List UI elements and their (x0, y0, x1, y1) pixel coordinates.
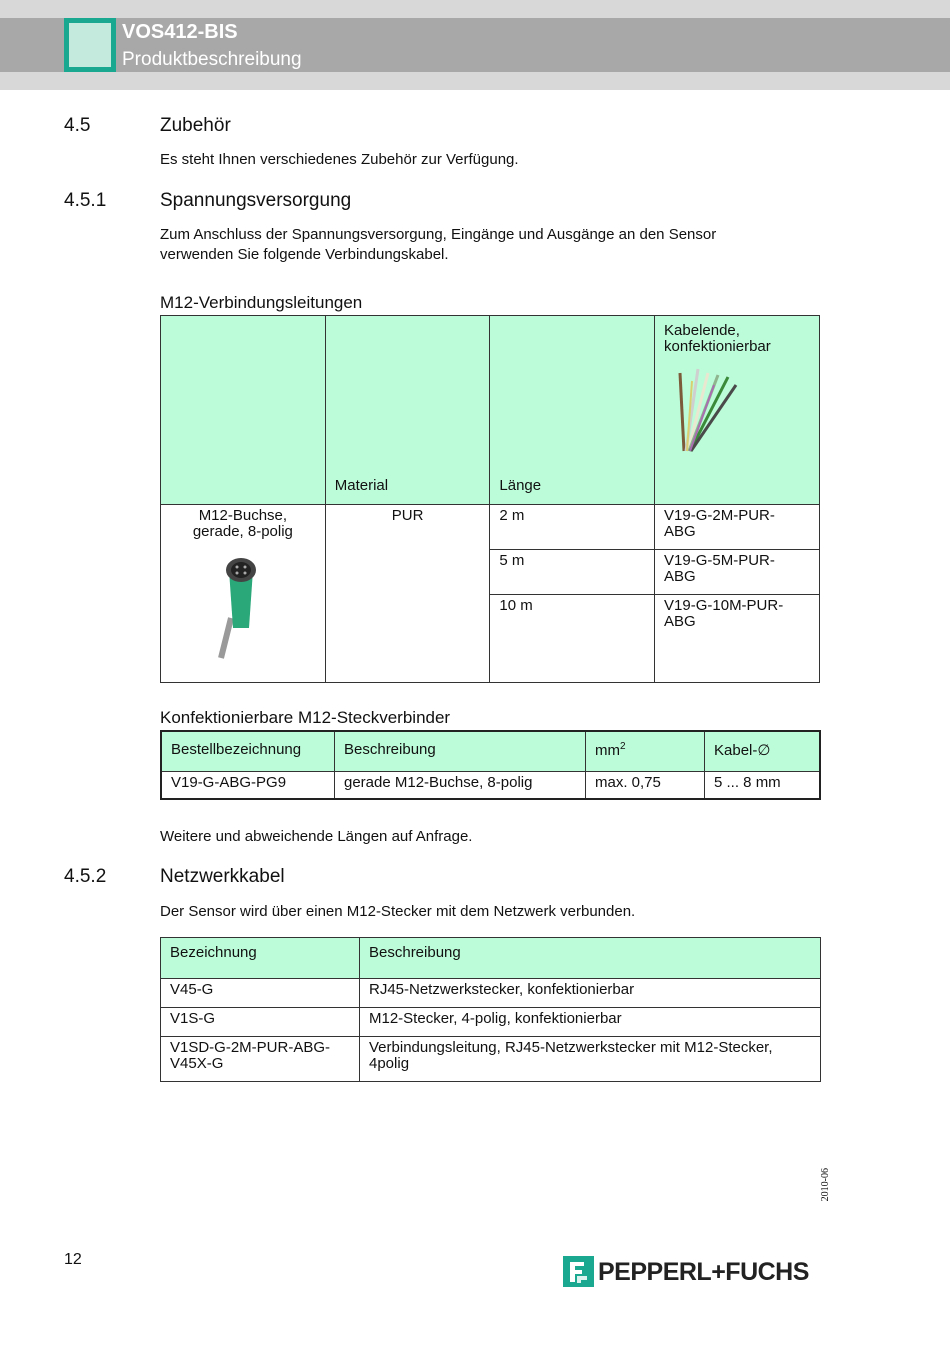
part-number-line: ABG (664, 613, 696, 630)
table-caption-m12: M12-Verbindungsleitungen (160, 293, 363, 312)
part-number-line: V19-G-5M-PUR- (664, 552, 775, 569)
length-cell: 10 m (490, 595, 655, 683)
connector-cell (161, 505, 326, 683)
header-cell: Beschreibung (335, 731, 586, 772)
connector-label-line: gerade, 8-polig (192, 523, 293, 540)
desc-cell (360, 979, 821, 1008)
page-number: 12 (64, 1251, 82, 1268)
table-header-row (161, 316, 820, 505)
desc-cell (360, 1008, 821, 1037)
table-header-row (161, 938, 821, 979)
table-header-row (161, 731, 820, 772)
logo-text: PEPPERL+FUCHS (598, 1258, 809, 1286)
document-title: VOS412-BIS (122, 21, 238, 43)
part-number-cell (655, 550, 820, 595)
header-cell: Kabel-∅ (705, 731, 821, 772)
name-cell (161, 1008, 360, 1037)
name-cell (161, 979, 360, 1008)
section-number: 4.5.1 (64, 190, 107, 211)
part-number-line: ABG (664, 523, 696, 540)
name-line: V45X-G (170, 1055, 224, 1072)
length-cell: 2 m (490, 505, 655, 550)
table-row (161, 505, 820, 550)
header-logo-square-inner (69, 23, 111, 67)
table-caption-connector: Konfektionierbare M12-Steckverbinder (160, 708, 451, 727)
m12-cable-table (160, 315, 820, 683)
part-number-line: ABG (664, 568, 696, 585)
length-cell: 5 m (490, 550, 655, 595)
network-cable-table (160, 937, 821, 1082)
table-row (161, 979, 821, 1008)
table-row (161, 1037, 821, 1082)
header-cell-kabelende (655, 316, 820, 505)
table-row (161, 1008, 821, 1037)
section-title: Spannungsversorgung (160, 190, 352, 211)
name-line: V1S-G (170, 1010, 216, 1027)
cable-end-image (672, 359, 742, 455)
superscript: 2 (620, 741, 626, 752)
header-cell: Bestellbezeichnung (161, 731, 335, 772)
document-date: 2010-06 (820, 1168, 831, 1202)
material-cell: PUR (325, 505, 490, 683)
connector-label-line: M12-Buchse, (198, 507, 288, 524)
section-number: 4.5.2 (64, 866, 107, 887)
table-cell: V19-G-ABG-PG9 (161, 772, 335, 800)
paragraph-zubehoer: Es steht Ihnen verschiedenes Zubehör zur Verfügung. (160, 151, 519, 168)
section-number: 4.5 (64, 115, 91, 136)
logo-mark-icon (563, 1256, 594, 1287)
paragraph-line: Zum Anschluss der Spannungsversorgung, Eingänge und Ausgänge an den Sensor (160, 226, 717, 243)
desc-line: Verbindungsleitung, RJ45-Netzwerkstecker mit M12-Stecker, (369, 1039, 773, 1056)
table-cell: gerade M12-Buchse, 8-polig (335, 772, 586, 800)
table-cell: max. 0,75 (586, 772, 705, 800)
header-label: mm (595, 742, 620, 759)
document-subtitle: Produktbeschreibung (122, 49, 302, 70)
header-cell-empty (161, 316, 326, 505)
note-lengths: Weitere und abweichende Längen auf Anfrage. (160, 828, 473, 845)
m12-socket-image (203, 548, 283, 660)
header-cell: Beschreibung (360, 938, 821, 979)
header-cell: Bezeichnung (161, 938, 360, 979)
connector-table (160, 730, 821, 800)
part-number-line: V19-G-10M-PUR- (664, 597, 784, 614)
desc-line: RJ45-Netzwerkstecker, konfektionierbar (369, 981, 635, 998)
paragraph-netzwerk: Der Sensor wird über einen M12-Stecker mit dem Netzwerk verbunden. (160, 903, 636, 920)
name-cell (161, 1037, 360, 1082)
desc-line: 4polig (369, 1055, 410, 1072)
desc-line: M12-Stecker, 4-polig, konfektionierbar (369, 1010, 622, 1027)
name-line: V45-G (170, 981, 214, 998)
table-row (161, 772, 820, 800)
section-title: Netzwerkkabel (160, 866, 285, 887)
part-number-line: V19-G-2M-PUR- (664, 507, 775, 524)
desc-cell (360, 1037, 821, 1082)
header-cell-material: Material (325, 316, 490, 505)
section-title: Zubehör (160, 115, 231, 136)
name-line: V1SD-G-2M-PUR-ABG- (170, 1039, 331, 1056)
paragraph-line: verwenden Sie folgende Verbindungskabel. (160, 246, 449, 263)
header-cell-mm2 (586, 731, 705, 772)
paragraph-spannung (160, 225, 716, 265)
header-label: Kabelende, konfektionierbar (664, 322, 771, 355)
part-number-cell (655, 505, 820, 550)
table-cell: 5 ... 8 mm (705, 772, 821, 800)
header-cell-laenge: Länge (490, 316, 655, 505)
part-number-cell (655, 595, 820, 683)
